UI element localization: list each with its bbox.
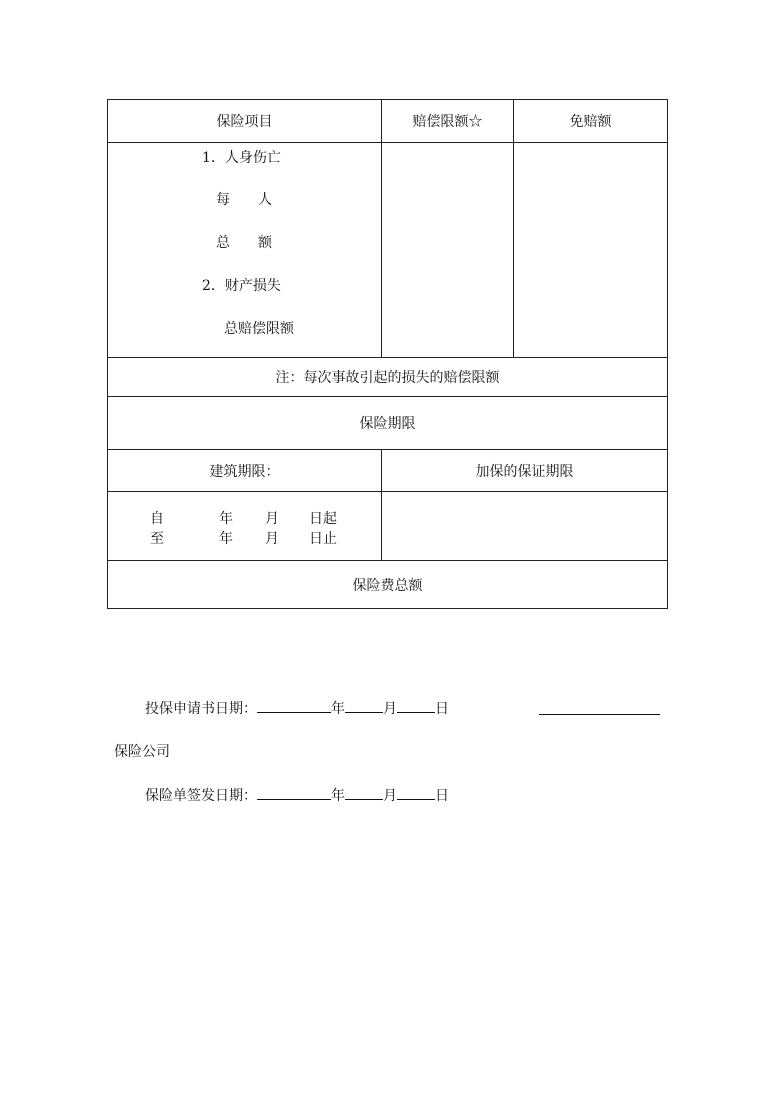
apply-month-field[interactable] (345, 698, 383, 713)
issue-month-field[interactable] (345, 785, 383, 800)
item-personal: 1．人身伤亡 (202, 150, 281, 166)
extended-period-label: 加保的保证期限 (382, 450, 668, 492)
to-day: 日止 (309, 531, 337, 547)
build-period-label: 建筑期限： (108, 450, 382, 492)
from-month: 月 (265, 511, 279, 527)
company-label: 保险公司 (114, 744, 170, 760)
from-day: 日起 (309, 511, 337, 527)
to-month: 月 (265, 531, 279, 547)
from-year: 年 (219, 511, 233, 527)
apply-date-label: 投保申请书日期： (145, 701, 257, 717)
signature-field[interactable] (539, 700, 660, 715)
premium-total: 保险费总额 (108, 561, 668, 609)
issue-month-unit: 月 (383, 788, 397, 804)
to-label: 至 (150, 531, 164, 547)
item-property: 2．财产损失 (202, 278, 281, 294)
item-each-person: 每 人 (216, 192, 272, 208)
insurance-schedule-table (107, 99, 668, 609)
item-total-limit: 总赔偿限额 (224, 321, 294, 337)
apply-month-unit: 月 (383, 701, 397, 717)
period-title: 保险期限 (108, 397, 668, 450)
items-cell (108, 143, 382, 358)
header-limit: 赔偿限额☆ (382, 100, 514, 143)
apply-date-line (145, 698, 449, 718)
header-item: 保险项目 (108, 100, 382, 143)
item-total: 总 额 (216, 235, 272, 251)
issue-year-unit: 年 (331, 788, 345, 804)
issue-day-field[interactable] (397, 785, 435, 800)
issue-date-line (145, 785, 449, 805)
issue-date-label: 保险单签发日期： (145, 788, 257, 804)
from-label: 自 (150, 511, 164, 527)
apply-day-field[interactable] (397, 698, 435, 713)
header-deductible: 免赔额 (514, 100, 668, 143)
apply-year-field[interactable] (257, 698, 331, 713)
note: 注：每次事故引起的损失的赔偿限额 (108, 358, 668, 397)
extended-period-dates[interactable] (382, 492, 668, 561)
build-period-dates[interactable] (108, 492, 382, 561)
issue-year-field[interactable] (257, 785, 331, 800)
limit-value-cell[interactable] (382, 143, 514, 358)
apply-year-unit: 年 (331, 701, 345, 717)
issue-day-unit: 日 (435, 788, 449, 804)
deductible-value-cell[interactable] (514, 143, 668, 358)
apply-day-unit: 日 (435, 701, 449, 717)
to-year: 年 (219, 531, 233, 547)
